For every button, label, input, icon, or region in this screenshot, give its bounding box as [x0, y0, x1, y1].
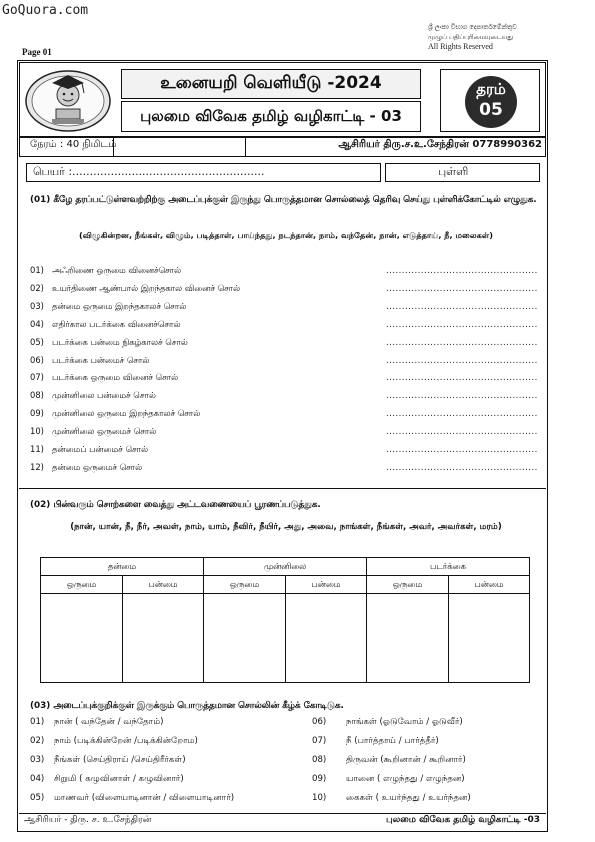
- grade-number: 05: [479, 100, 503, 120]
- table-group-header: முன்னிலை: [203, 558, 366, 576]
- table-subheader: பன்மை: [123, 576, 204, 594]
- graduate-logo-icon: [22, 65, 114, 133]
- answer-blank[interactable]: ................................................: [386, 265, 538, 275]
- table-answer-cell[interactable]: [41, 594, 123, 683]
- question-1-item: [30, 319, 545, 333]
- item-prompt: உயர்திணை ஆண்பால் இறந்தகால வினைச் சொல்: [52, 282, 241, 293]
- q3-item-choice[interactable]: நாம் (படிக்கின்றேன் /படிக்கின்றோம): [54, 736, 198, 746]
- table-group-header: படர்க்கை: [366, 558, 529, 576]
- item-prompt: அஃறிணை ஒருமை வினைச்சொல்: [52, 265, 182, 275]
- question-1-item: [30, 301, 545, 315]
- answer-blank[interactable]: ................................................: [386, 390, 538, 401]
- q3-item-number: 03): [30, 755, 45, 765]
- rights-line-tamil: முழுப் பதிப்புரிமையுடையது: [428, 33, 514, 41]
- table-answer-cell[interactable]: [123, 594, 204, 683]
- table-subheader: பன்மை: [449, 576, 530, 594]
- question-1-item: [30, 283, 545, 297]
- table-subheader: பன்மை: [286, 576, 367, 594]
- answer-blank[interactable]: ................................................: [386, 426, 538, 437]
- q3-item-choice[interactable]: மாணவர் (விளையாடினான் / விளையாடினார்): [54, 793, 235, 803]
- item-prompt: முன்னிலை பன்மைச் சொல்: [52, 390, 156, 401]
- teacher-contact: ஆசிரியர் திரு.ச.உ.சேந்திரன் 0778990362: [338, 139, 542, 150]
- table-answer-cell[interactable]: [366, 594, 448, 683]
- item-number: 08): [30, 390, 44, 401]
- table-subheader: ஒருமை: [41, 576, 123, 594]
- answer-blank[interactable]: ................................................: [386, 461, 538, 472]
- item-prompt: தன்மைப் பன்மைச் சொல்: [52, 444, 148, 454]
- q3-item-number: 02): [30, 736, 45, 746]
- q3-item-choice[interactable]: நீ (பார்த்தாய் / பார்த்தீர்): [346, 736, 439, 746]
- item-prompt: படர்க்கை பன்மைச் சொல்: [52, 354, 150, 365]
- item-prompt: படர்க்கை பன்மை நிகழ்காலச் சொல்: [52, 336, 188, 347]
- q3-item-choice[interactable]: யானை ( எழுந்தது / எழுந்தன): [346, 774, 465, 784]
- item-number: 06): [30, 354, 44, 365]
- question-1-item: [30, 355, 545, 369]
- page-number: Page 01: [22, 47, 52, 57]
- answer-blank[interactable]: ................................................: [386, 444, 538, 454]
- q3-item-choice[interactable]: கைகள் ( உயர்ந்தது / உயர்ந்தன): [346, 793, 471, 803]
- item-number: 07): [30, 372, 44, 383]
- watermark-text: GoQuora.com: [2, 3, 89, 18]
- student-name-field[interactable]: பெயர் :.......................................................: [26, 163, 381, 182]
- answer-blank[interactable]: ................................................: [386, 354, 538, 365]
- item-prompt: படர்க்கை ஒருமை வினைச் சொல்: [52, 372, 179, 383]
- answer-blank[interactable]: ................................................: [386, 300, 538, 311]
- answer-blank[interactable]: ................................................: [386, 282, 538, 293]
- answer-blank[interactable]: ................................................: [386, 408, 538, 419]
- q3-item-number: 01): [30, 717, 45, 727]
- question-2-words: (நான், யான், நீ, நீர், அவள், நாம், யாம், நீவிர், நீயிர், அது, அவை, நாங்கள், நீங்கள், அவர், அவர்கள், மரம்): [70, 522, 502, 532]
- table-answer-cell[interactable]: [449, 594, 530, 683]
- table-answer-cell[interactable]: [286, 594, 367, 683]
- item-prompt: தன்மை ஒருமைச் சொல்: [52, 461, 143, 472]
- grade-badge: [465, 76, 517, 128]
- q3-item-number: 07): [312, 736, 327, 746]
- q3-item-choice[interactable]: நான் ( வந்தேன் / வந்தோம்): [54, 717, 164, 727]
- answer-blank[interactable]: ................................................: [386, 318, 538, 329]
- item-number: 09): [30, 408, 44, 419]
- rights-line-sinhala: ශ්‍රී ලංකා විභාග දෙපාර්තමේන්තුව: [428, 23, 517, 31]
- question-1-item: [30, 390, 545, 404]
- question-1-item: [30, 444, 545, 458]
- q3-item-choice[interactable]: திருவன் (கூறினான் / கூறினார்): [346, 755, 466, 765]
- item-number: 02): [30, 282, 44, 293]
- footer-title: புலமை விவேக தமிழ் வழிகாட்டி -03: [386, 815, 540, 825]
- item-prompt: எதிர்கால படர்க்கை வினைச்சொல்: [52, 318, 181, 329]
- question-1-item: [30, 462, 545, 476]
- section-divider: [19, 488, 546, 489]
- item-prompt: முன்னிலை ஒருமை இறந்தகாலச் சொல்: [52, 408, 201, 419]
- q3-item-number: 04): [30, 774, 45, 784]
- item-number: 12): [30, 461, 44, 472]
- item-number: 01): [30, 265, 44, 275]
- item-number: 03): [30, 300, 44, 311]
- item-number: 04): [30, 318, 44, 329]
- question-1-instruction: (01) கீழே தரப்பட்டுள்ளவற்றிற்கு அடைப்புக்குள் இருந்து பொருத்தமான சொல்லைத் தெரிவு செய்து புள்ளிக்கோட்டில் எழுதுக.: [30, 195, 537, 205]
- answer-blank[interactable]: ................................................: [386, 336, 538, 347]
- question-2-instruction: (02) பின்வரும் சொற்களை வைத்து அட்டவணையைப் பூரணப்படுத்துக.: [30, 500, 321, 510]
- q3-item-choice[interactable]: நீங்கள் (செய்திராய் /செய்திரீர்கள்): [54, 755, 186, 765]
- rights-line-english: All Rights Reserved: [428, 42, 493, 51]
- table-answer-cell[interactable]: [203, 594, 285, 683]
- q3-item-choice[interactable]: சிறுமி ( கழுவினாள் / கழுவினார்): [54, 774, 184, 784]
- question-1-item: [30, 265, 545, 279]
- q3-item-number: 10): [312, 793, 327, 803]
- copyright-notice: [428, 22, 588, 52]
- exam-duration: நேரம் : 40 நிமிடம்: [30, 139, 117, 150]
- item-number: 11): [30, 444, 44, 454]
- classification-table: [40, 557, 530, 683]
- grade-label: தரம்: [476, 80, 506, 98]
- q3-item-choice[interactable]: நாங்கள் (ஓடுவோம் / ஓடுவீர்): [346, 717, 463, 727]
- question-3-instruction: (03) அடைப்புக்குறிக்குள் இருக்கும் பொருத்தமான சொல்லின் கீழ்க் கோடிடுக.: [30, 701, 344, 711]
- answer-blank[interactable]: ................................................: [386, 372, 538, 383]
- q3-item-number: 05): [30, 793, 45, 803]
- item-prompt: தன்மை ஒருமை இறந்தகாலச் சொல்: [52, 300, 187, 311]
- question-1-item: [30, 337, 545, 351]
- q3-item-number: 08): [312, 755, 327, 765]
- question-1-item: [30, 372, 545, 386]
- question-1-item: [30, 408, 545, 422]
- points-field[interactable]: புள்ளி: [385, 163, 540, 182]
- item-number: 05): [30, 336, 44, 347]
- q3-item-number: 06): [312, 717, 327, 727]
- guide-subtitle: புலமை விவேக தமிழ் வழிகாட்டி - 03: [121, 101, 421, 132]
- item-number: 10): [30, 426, 44, 437]
- info-divider: [245, 137, 246, 157]
- table-group-header: தன்மை: [41, 558, 204, 576]
- question-1-options: (விழுகின்றன, நீங்கள், விழும், படித்தாள், பாய்ந்தது, நடந்தான், நாம், வந்தேன், நான், எடுத்தாய், நீ, மலைகள்): [79, 230, 493, 240]
- footer-teacher: ஆசிரியர் - திரு. ச. உ.சேந்திரன்: [24, 815, 152, 825]
- publication-title: உனையறி வெளியீடு -2024: [121, 69, 421, 99]
- q3-item-number: 09): [312, 774, 327, 784]
- question-1-item: [30, 426, 545, 440]
- table-subheader: ஒருமை: [203, 576, 285, 594]
- item-prompt: முன்னிலை ஒருமைச் சொல்: [52, 426, 157, 437]
- table-subheader: ஒருமை: [366, 576, 448, 594]
